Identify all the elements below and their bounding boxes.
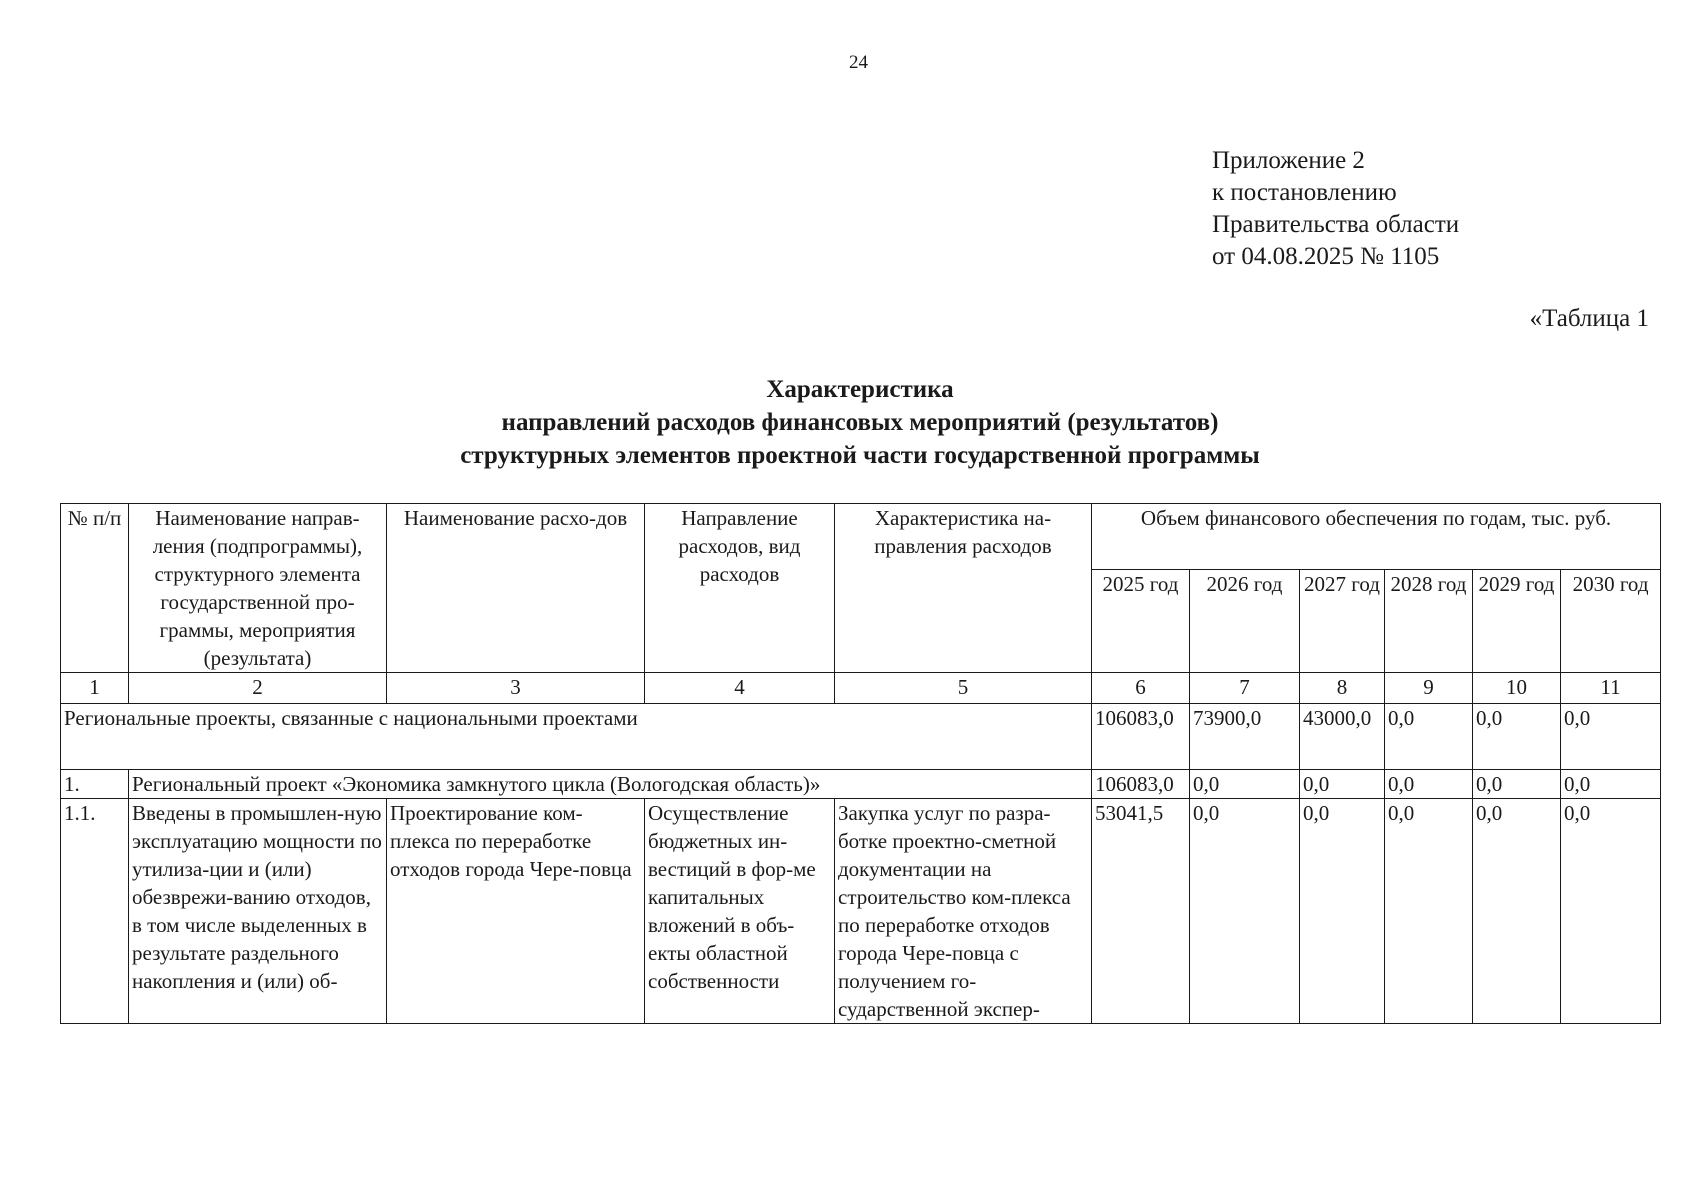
header-number: № п/п (61, 504, 129, 673)
section-label: Региональные проекты, связанные с национальными проектами (61, 704, 1092, 770)
header-expense-direction: Направление расходов, вид расходов (645, 504, 835, 673)
section-value: 0,0 (1473, 704, 1561, 770)
project-value: 0,0 (1300, 770, 1385, 799)
project-number: 1. (61, 770, 129, 799)
title-line: структурных элементов проектной части государственной программы (460, 442, 1260, 469)
project-row (61, 770, 1661, 799)
column-number: 2 (129, 673, 387, 704)
item-value: 0,0 (1190, 799, 1300, 1024)
column-number: 3 (387, 673, 645, 704)
title-line: Характеристика (766, 376, 954, 403)
header-year: 2027 год (1300, 569, 1385, 672)
appendix-block (1212, 145, 1459, 273)
column-number: 6 (1092, 673, 1190, 704)
column-number: 5 (835, 673, 1092, 704)
appendix-line: Приложение 2 (1212, 147, 1365, 174)
header-direction-name: Наименование направ-ления (подпрограммы), структурного элемента государственной про-граммы, мероприятия (результата) (129, 504, 387, 673)
project-value: 0,0 (1561, 770, 1661, 799)
section-value: 43000,0 (1300, 704, 1385, 770)
project-value: 0,0 (1190, 770, 1300, 799)
header-funding-group: Объем финансового обеспечения по годам, тыс. руб. (1092, 504, 1661, 570)
project-label: Региональный проект «Экономика замкнутого цикла (Вологодская область)» (129, 770, 1092, 799)
item-value: 0,0 (1473, 799, 1561, 1024)
appendix-line: к постановлению (1212, 179, 1397, 206)
section-value: 0,0 (1561, 704, 1661, 770)
appendix-line: от 04.08.2025 № 1105 (1212, 243, 1440, 270)
project-value: 0,0 (1473, 770, 1561, 799)
header-year: 2030 год (1561, 569, 1661, 672)
column-number: 11 (1561, 673, 1661, 704)
column-number: 10 (1473, 673, 1561, 704)
document-title (60, 373, 1660, 472)
header-characteristic: Характеристика на-правления расходов (835, 504, 1092, 673)
section-value: 106083,0 (1092, 704, 1190, 770)
project-value: 106083,0 (1092, 770, 1190, 799)
column-numbers-row (61, 673, 1661, 704)
header-year: 2028 год (1385, 569, 1473, 672)
header-year: 2029 год (1473, 569, 1561, 672)
item-value: 0,0 (1300, 799, 1385, 1024)
section-row (61, 704, 1661, 770)
appendix-line: Правительства области (1212, 211, 1460, 238)
column-number: 8 (1300, 673, 1385, 704)
item-value: 53041,5 (1092, 799, 1190, 1024)
page-number: 24 (849, 52, 868, 73)
project-value: 0,0 (1385, 770, 1473, 799)
item-value: 0,0 (1385, 799, 1473, 1024)
column-number: 9 (1385, 673, 1473, 704)
section-value: 73900,0 (1190, 704, 1300, 770)
item-value: 0,0 (1561, 799, 1661, 1024)
header-year: 2026 год (1190, 569, 1300, 672)
header-expense-name: Наименование расхо-дов (387, 504, 645, 673)
item-characteristic: Закупка услуг по разра-ботке проектно-сметной документации на строительство ком-плекса по переработке отходов города Чере-повца с получением го-сударственной экспер- (835, 799, 1092, 1024)
item-result-name: Введены в промышлен-ную эксплуатацию мощности по утилиза-ции и (или) обезврежи-ванию отходов, в том числе выделенных в результате раздельного накопления и (или) об- (129, 799, 387, 1024)
column-number: 1 (61, 673, 129, 704)
table-label: «Таблица 1 (1529, 305, 1649, 332)
item-number: 1.1. (61, 799, 129, 1024)
section-value: 0,0 (1385, 704, 1473, 770)
item-row (61, 799, 1661, 1024)
column-number: 4 (645, 673, 835, 704)
title-line: направлений расходов финансовых мероприятий (результатов) (501, 409, 1219, 436)
expense-table (60, 503, 1661, 1024)
item-expense-name: Проектирование ком-плекса по переработке отходов города Чере-повца (387, 799, 645, 1024)
header-year: 2025 год (1092, 569, 1190, 672)
header-row (61, 504, 1661, 570)
column-number: 7 (1190, 673, 1300, 704)
item-expense-direction: Осуществление бюджетных ин-вестиций в фор-ме капитальных вложений в объ-екты областной собственности (645, 799, 835, 1024)
